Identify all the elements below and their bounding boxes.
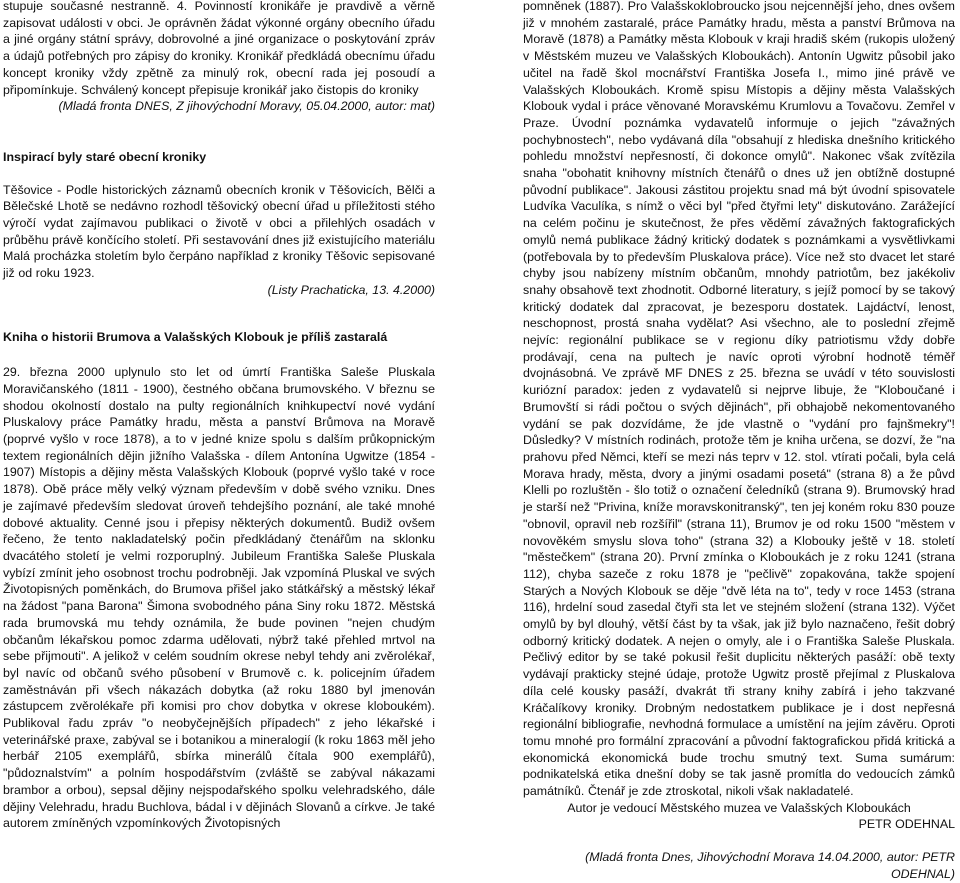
article3-continuation: pomněnek (1887). Pro Valašskoklobroucko jsou nejcennější jeho, dnes ovšem již v mnohém zastaralé, práce Památky hradu, města a panství Brůmova na Moravě (1878) a Památky města Klobouk v kraji hradiš ském (rukopis uložený v Městském muzeu ve Valašských Kloboukách). Antonín Ugwitz působil jako učitel na řadě škol mocnářství Františka Josefa I., mimo jiné právě ve Valašských Kloboukách. Kromě spisu Místopis a dějiny města Valašských Klobouk vydal i práce věnované Moravskému Krumlovu a Tovačovu. Zemřel v Praze. Úvodní poznámka vydavatelů informuje o jejich "závažných pochybnostech", nebo vydávaná díla "obsahují z hlediska dnešního kritického pohledu množství nepřesností, či dokonce omylů". Nakonec však zvítězila snaha "obohatit knihovny místních čtenářů o dnes už jen obtížně dostupné původní publikace". Jakousi zástitou projektu snad má být úvodní spisovatele Ludvíka Vaculíka, s nímž o věci byl "před čtyřmi lety" diskutováno. Zarážející na celém počinu je skutečnost, že přes věděmí závažných faktografických omylů nemá publikace žádný kritický dodatek s poznámkami a vysvětlivkami (potřebovala by to především Pluskalova práce). Více než sto dvacet let staré chyby jsou nabízeny místním občanům, mnohdy patriotům, bez jakékoliv snahy obsahově text zhodnotit. Odborné literatury, s jejíž pomocí by se takový kritický dodatek dal zpracovat, je bezesporu dostatek. Lajdáctví, lenost, neschopnost, prostá snaha vydělat? Asi všechno, ale to poslední zřejmě nejvíc: regionální publikace se v regionu díky patriotismu vždy dobře prodávají, cena na pultech je navíc oproti výrobní hodnotě téměř dvojnásobná. Ve zprávě MF DNES z 25. března se uvádí v této souvislosti kuriózní paradox: jeden z vydavatelů si nejprve libuje, že "Kloboučané i Brumovští si rádi počtou o svých dějinách", při obhajobě nekomentovaného vydání se pak dozvídáme, že jde vlastně o "vydání pro fajnšmekry"! Důsledky? V místních rodinách, protože těm je kniha určena, se dozví, že "na prahovu před Němci, kteří se mezi nás teprv v 12. stol. vtírati počali, byla celá Morava hrady, města, dvory a jinými osadami posetá" (strana 8) a že půvd Klelli po rozluštěn - šlo totiž o označení čeledníků (strana 9). Brumovský hrad je starší než "Privina, kníže moravskonitranský", ten jej koném roku 830 pouze "obnovil, opravil neb rozšířil" (strana 11), Brumov je od roku 1500 "městem v novověkém smyslu slova toho" (strana 32) a Klobouky ještě v 18. století "městečkem" (strana 20). První zmínka o Kloboukách je z roku 1241 (strana 112), chyba sazeče z roku 1878 je "pečlivě" zopakována, takže spojení Starých a Nových Klobouk se děje "dvě léta na to", tedy v roce 1453 (strana 116), hrdelní soud zasedal čtyři sta let ve stejném složení (strana 132). Výčet omylů by byl dlouhý, větší část by ta však, jak již bylo naznačeno, řešit dobrý odborný kritický dodatek. A nejen o omyly, ale i o Františka Saleše Pluskala. Pečlivý editor by se také pokusil řešit duplicitu některých pasáží: obě texty vydávají prakticky stejné údaje, protože Ugwitz prostě přejímal z Pluskalova díla celé kousky pasáží, dvakrát tři strany knihy zabírá i jeho takzvané Kráčalíkovy kroniky. Drobným nedostatkem publikace je i dost nepřesná regionální bibliografie, nevhodná formulace a umístění na jejím závěru. Oproti tomu mnohé pro formální zpracování a původní faktografickou přidá kritická a ekonomická ekonomická bude trochu smutný text. Suma sumárum: podnikatelská etika dnešní doby se tak jasně promítla do vedoucích zámků památníků. Čtenář je zde ztroskotal, nikoli však nakladatelé. — [523, 0, 955, 799]
left-column — [3, 0, 435, 832]
author-affiliation: Autor je vedoucí Městského muzea ve Valašských Kloboukách — [567, 800, 911, 815]
article2-source: (Listy Prachaticka, 13. 4.2000) — [267, 282, 435, 297]
article3-body: 29. března 2000 uplynulo sto let od úmrtí Františka Saleše Pluskala Moravičanského (1811 - 1900), čestného občana brumovského. V březnu se shodou okolností dostalo na pulty regionálních knihkupectví nové vydání Pluskalovy práce Památky hradu, města a panství Brůmova na Moravě (poprvé vyšlo v roce 1878), a to v jedné knize spolu s dalším průkopnickým textem regionálních dějin jižního Valašska - dílem Antonína Ugwitze (1854 - 1907) Místopis a dějiny města Valašských Klobouk (poprvé vyšlo také v roce 1878). Obě práce měly velký význam především v době svého vzniku. Dnes je zajímavé především sledovat úroveň tehdejšího poznání, ale také mnohé dobové aktuality. Cenné jsou i přepisy některých dokumentů. Budiž ovšem řečeno, že tento nakladatelský počin předkládaný čtenářům na sklonku dvacátého století je velmi rozporuplný. Jubileum Františka Saleše Pluskala vybízí zmínit jeho osobnost trochu podrobněji. Jak vzpomíná Pluskal ve svých Životopisných poměnkách, do Brumova přišel jako státkářský a městský lékař na žádost "pana Barona" Šimona svobodného pána Siny roku 1872. Městská rada brumovská mu tehdy oznámila, že bude povinen "nejen chudým občanům lékařskou pomoc zdarma udělovati, nýbrž také přehled mrtvol na sebe přijmouti". A jelikož v celém soudním okrese nebyl tehdy ani zvěrolékař, byl navíc od občanů svého působení v Brumově c. k. policejním úřadem zaměstnáván při všech nákazách dobytka (až roku 1880 byl jmenován zástupcem zvěrolékaře při komisi pro chov dobytka v okrese kloboukém). Publikoval řadu zpráv "o neobyčejnějších případech" z jeho lékařské i veterinářské praxe, zabýval se i botanikou a mineralogií (k roku 1863 měl jeho herbář 2105 exemplářů, sbírka minerálů čítala 900 exemplářů), "půdoznalstvím" a polním hospodářstvím (zvláště se zabýval nákazami brambor a orbou), sepsal dějiny nejspodařského spolku velehradského, dále dějiny Velehradu, hradu Buchlova, bádal i v dějinách Slovanů a církve. Je také autorem zmíněných vzpomínkových Životopisných — [3, 365, 435, 831]
article2-body: Těšovice - Podle historických záznamů obecních kronik v Těšovicích, Bělči a Bělečské Lhotě se nedávno rozhodl těšovický obecní úřad u příležitosti stého výročí vydat zajímavou publikaci o životě v obci a přilehlých osadách v průběhu právě končícího století. Při sestavování dnes již existujícího materiálu Malá procházka stoletím bylo čerpáno například z kroniky Těšovic sepisované již od roku 1923. — [3, 182, 435, 281]
intro-paragraph: stupuje současné nestranně. 4. Povinností kronikáře je pravdivě a věrně zapisovat události v obci. Je oprávněn žádat výkonné orgány obecního úřadu a jiné orgány státní správy, dobrovolné a jiné organizace o poskytování zpráv a údajů potřebných pro zápisy do kroniky. Kronikář předkládá obecnímu úřadu koncept kroniky vždy zpětně za minulý rok, obecní rada jej posoudí a připomínkuje. Schválený koncept přepisuje kronikář jako čistopis do kroniky — [3, 0, 435, 97]
intro-source: (Mladá fronta DNES, Z jihovýchodní Moravy, 05.04.2000, autor: mat) — [58, 99, 435, 114]
author-name: PETR ODEHNAL — [858, 817, 955, 832]
article2-heading: Inspirací byly staré obecní kroniky — [3, 149, 207, 164]
article3-heading: Kniha o historii Brumova a Valašských Klobouk je příliš zastaralá — [3, 329, 388, 344]
article3-source: (Mladá fronta Dnes, Jihovýchodní Morava 14.04.2000, autor: PETR ODEHNAL) — [585, 850, 955, 881]
right-column — [523, 0, 955, 883]
